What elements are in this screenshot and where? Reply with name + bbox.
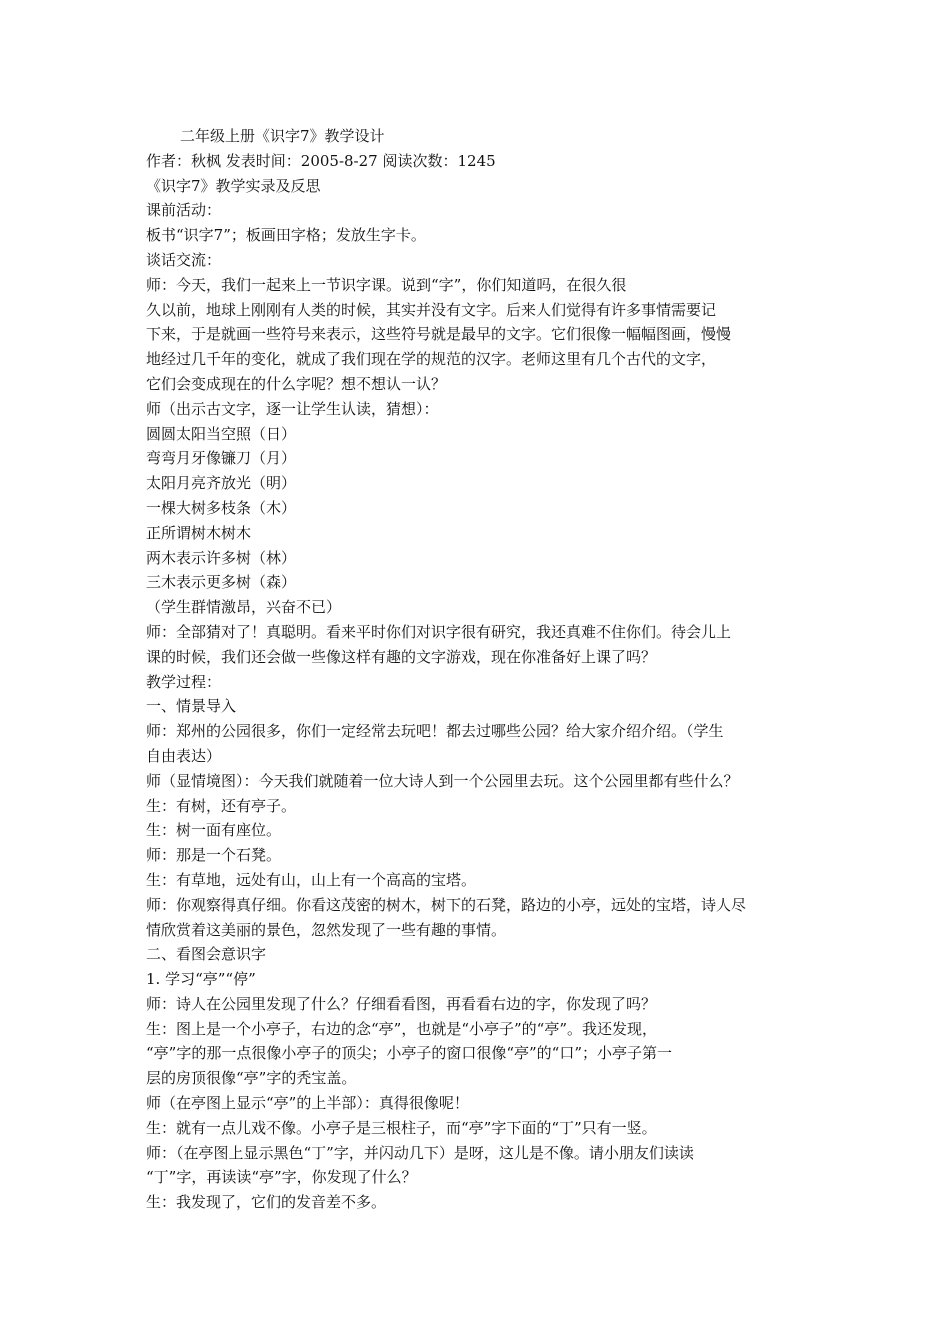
text-line: 师：郑州的公园很多，你们一定经常去玩吧！都去过哪些公园？给大家介绍介绍。（学生 bbox=[146, 722, 724, 741]
text-line: 《识字7》教学实录及反思 bbox=[146, 176, 321, 195]
text-line: 一、情景导入 bbox=[146, 697, 237, 716]
text-line: 师（显情境图）：今天我们就随着一位大诗人到一个公园里去玩。这个公园里都有些什么？ bbox=[146, 771, 739, 790]
text-line: 下来，于是就画一些符号来表示，这些符号就是最早的文字。它们很像一幅幅图画，慢慢 bbox=[146, 325, 732, 344]
text-line: 二、看图会意识字 bbox=[146, 945, 267, 964]
text-line: 课前活动： bbox=[146, 201, 222, 220]
text-line: 正所谓树木树木 bbox=[146, 523, 252, 542]
text-line: 它们会变成现在的什么字呢？想不想认一认？ bbox=[146, 374, 447, 393]
text-line: 作者：秋枫 发表时间：2005-8-27 阅读次数：1245 bbox=[146, 151, 496, 170]
text-line: 课的时候，我们还会做一些像这样有趣的文字游戏，现在你准备好上课了吗？ bbox=[146, 647, 657, 666]
text-line: 三木表示更多树（森） bbox=[146, 573, 297, 592]
text-line: 弯弯月牙像镰刀（月） bbox=[146, 449, 297, 468]
text-line: 教学过程： bbox=[146, 672, 222, 691]
text-line: 自由表达） bbox=[146, 746, 222, 765]
text-line: 生：我发现了，它们的发音差不多。 bbox=[146, 1193, 387, 1212]
text-line: 两木表示许多树（林） bbox=[146, 548, 297, 567]
text-line: “亭”字的那一点很像小亭子的顶尖；小亭子的窗口很像“亭”的“口”；小亭子第一 bbox=[146, 1044, 673, 1063]
text-line: 板书“识字7”；板画田字格；发放生字卡。 bbox=[146, 226, 426, 245]
text-line: （学生群情激昂，兴奋不已） bbox=[146, 598, 342, 617]
text-line: 1. 学习“亭”“停” bbox=[146, 970, 256, 989]
document-body bbox=[146, 149, 826, 1215]
text-line: 生：图上是一个小亭子，右边的念“亭”，也就是“小亭子”的“亭”。我还发现， bbox=[146, 1019, 658, 1038]
text-line: 师：你观察得真仔细。你看这茂密的树木，树下的石凳，路边的小亭，远处的宝塔，诗人尽 bbox=[146, 895, 747, 914]
text-line: 一棵大树多枝条（木） bbox=[146, 498, 297, 517]
text-line: 层的房顶很像“亭”字的秃宝盖。 bbox=[146, 1069, 357, 1088]
text-line: 师（在亭图上显示“亭”的上半部）：真得很像呢！ bbox=[146, 1094, 469, 1113]
text-line: 师：今天，我们一起来上一节识字课。说到“字”，你们知道吗，在很久很 bbox=[146, 275, 627, 294]
text-line: 久以前，地球上刚刚有人类的时候，其实并没有文字。后来人们觉得有许多事情需要记 bbox=[146, 300, 717, 319]
text-line: 生：树一面有座位。 bbox=[146, 821, 282, 840]
text-line: 情欣赏着这美丽的景色，忽然发现了一些有趣的事情。 bbox=[146, 920, 507, 939]
text-line: 圆圆太阳当空照（日） bbox=[146, 424, 297, 443]
text-line: 谈话交流： bbox=[146, 250, 222, 269]
text-line: 地经过几千年的变化，就成了我们现在学的规范的汉字。老师这里有几个古代的文字， bbox=[146, 350, 717, 369]
text-line: 生：就有一点儿戏不像。小亭子是三根柱子，而“亭”字下面的“丁”只有一竖。 bbox=[146, 1118, 657, 1137]
document-page bbox=[146, 124, 826, 1215]
text-line: “丁”字，再读读“亭”字，你发现了什么？ bbox=[146, 1168, 417, 1187]
text-line: 师：全部猜对了！真聪明。看来平时你们对识字很有研究，我还真难不住你们。待会儿上 bbox=[146, 622, 732, 641]
document-title: 二年级上册《识字7》教学设计 bbox=[180, 127, 385, 145]
text-line: 师（出示古文字，逐一让学生认读，猜想）： bbox=[146, 399, 439, 418]
text-line: 生：有草地，远处有山，山上有一个高高的宝塔。 bbox=[146, 870, 477, 889]
text-line: 太阳月亮齐放光（明） bbox=[146, 474, 297, 493]
text-line: 师：诗人在公园里发现了什么？仔细看看图，再看看右边的字，你发现了吗？ bbox=[146, 994, 657, 1013]
text-line: 生：有树，还有亭子。 bbox=[146, 796, 297, 815]
text-line: 师：（在亭图上显示黑色“丁”字，并闪动几下）是呀，这儿是不像。请小朋友们读读 bbox=[146, 1143, 694, 1162]
text-line: 师：那是一个石凳。 bbox=[146, 846, 282, 865]
